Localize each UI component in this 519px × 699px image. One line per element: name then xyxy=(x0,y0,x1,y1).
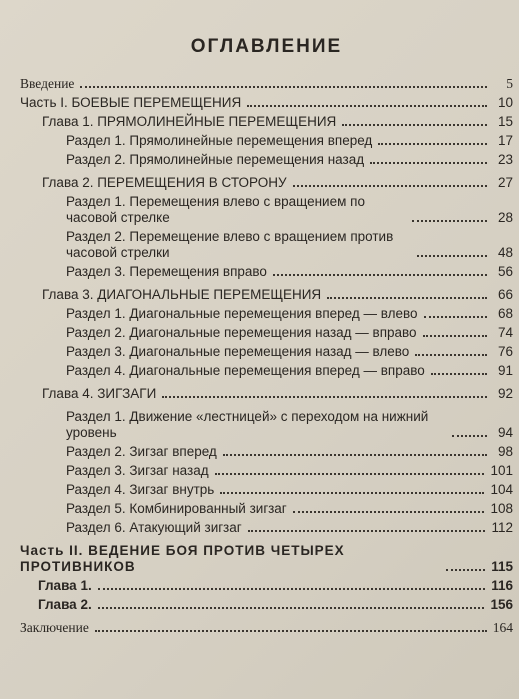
toc-page-number: 98 xyxy=(497,444,513,459)
toc-entry-title: Раздел 2. Зигзаг вперед xyxy=(66,444,217,459)
toc-page-number: 17 xyxy=(497,133,513,148)
table-of-contents xyxy=(20,76,513,636)
toc-entry-title: Раздел 1. Движение «лестницей» с переходом на нижний уровень xyxy=(66,409,429,440)
toc-entry-title: Раздел 3. Перемещения вправо xyxy=(66,264,267,279)
toc-entry-title: Заключение xyxy=(20,620,89,635)
toc-entry-title: Раздел 6. Атакующий зигзаг xyxy=(66,520,242,535)
leader-dots xyxy=(452,435,487,437)
leader-dots xyxy=(327,297,487,299)
leader-dots xyxy=(223,454,487,456)
toc-page-number: 5 xyxy=(506,76,513,91)
page-title: ОГЛАВЛЕНИЕ xyxy=(190,36,343,57)
leader-dots xyxy=(293,185,487,187)
leader-dots xyxy=(293,511,485,513)
toc-entry xyxy=(20,229,513,261)
leader-dots xyxy=(423,335,487,337)
toc-page-number: 23 xyxy=(497,152,513,167)
leader-dots xyxy=(446,569,485,571)
toc-entry-title: Глава 4. ЗИГЗАГИ xyxy=(42,386,157,401)
leader-dots xyxy=(247,105,487,107)
toc-page-number: 156 xyxy=(490,597,513,612)
toc-page-number: 116 xyxy=(491,578,513,593)
leader-dots xyxy=(220,492,484,494)
toc-page-number: 56 xyxy=(497,264,513,279)
toc-entry xyxy=(20,344,513,360)
toc-entry xyxy=(20,543,513,575)
leader-dots xyxy=(98,607,485,609)
leader-dots xyxy=(431,373,487,375)
toc-entry xyxy=(20,444,513,460)
leader-dots xyxy=(162,396,487,398)
toc-page-number: 48 xyxy=(497,245,513,260)
toc-entry xyxy=(20,133,513,149)
leader-dots xyxy=(215,473,485,475)
toc-entry-title: Раздел 2. Прямолинейные перемещения назад xyxy=(66,152,365,167)
leader-dots xyxy=(80,86,487,88)
toc-page-number: 27 xyxy=(497,175,513,190)
leader-dots xyxy=(342,124,487,126)
toc-page-number: 28 xyxy=(497,210,513,225)
toc-entry-title: Глава 1. xyxy=(38,578,92,593)
toc-entry xyxy=(20,95,513,111)
toc-entry-title: Раздел 3. Зигзаг назад xyxy=(66,463,209,478)
toc-entry-title: Раздел 4. Зигзаг внутрь xyxy=(66,482,215,497)
toc-page-number: 66 xyxy=(497,287,513,302)
toc-entry-title: Раздел 1. Диагональные перемещения вперед — влево xyxy=(66,306,418,321)
toc-entry-title: Раздел 3. Диагональные перемещения назад — влево xyxy=(66,344,410,359)
toc-entry xyxy=(20,152,513,168)
toc-entry xyxy=(20,325,513,341)
toc-page-number: 10 xyxy=(497,95,513,110)
toc-entry xyxy=(20,386,513,402)
leader-dots xyxy=(415,354,487,356)
toc-entry-title: Раздел 4. Диагональные перемещения вперед — вправо xyxy=(66,363,425,378)
toc-page-number: 68 xyxy=(497,306,513,321)
toc-page-number: 91 xyxy=(497,363,513,378)
leader-dots xyxy=(95,630,487,632)
toc-page-number: 94 xyxy=(497,425,513,440)
toc-page-number: 112 xyxy=(491,520,513,535)
toc-entry-title: Глава 1. ПРЯМОЛИНЕЙНЫЕ ПЕРЕМЕЩЕНИЯ xyxy=(42,114,337,129)
toc-entry xyxy=(20,306,513,322)
toc-entry xyxy=(20,363,513,379)
toc-entry xyxy=(20,114,513,130)
toc-page-number: 115 xyxy=(491,559,513,574)
toc-entry-title: Раздел 2. Перемещение влево с вращением против часовой стрелки xyxy=(66,229,394,260)
toc-entry xyxy=(20,520,513,536)
leader-dots xyxy=(412,220,487,222)
toc-entry xyxy=(20,620,513,636)
toc-entry-title: Раздел 1. Перемещения влево с вращением по часовой стрелке xyxy=(66,194,365,225)
toc-entry-title: Введение xyxy=(20,76,75,91)
toc-entry xyxy=(20,287,513,303)
leader-dots xyxy=(98,588,486,590)
leader-dots xyxy=(370,162,487,164)
toc-page-number: 92 xyxy=(497,386,513,401)
leader-dots xyxy=(248,530,486,532)
toc-entry-title: Раздел 5. Комбинированный зигзаг xyxy=(66,501,287,516)
toc-entry xyxy=(20,482,513,498)
toc-entry xyxy=(20,463,513,479)
toc-entry-title: Часть II. ВЕДЕНИЕ БОЯ ПРОТИВ ЧЕТЫРЕХ ПРОТИВНИКОВ xyxy=(20,543,345,574)
toc-page-number: 15 xyxy=(497,114,513,129)
toc-page-number: 104 xyxy=(490,482,513,497)
toc-entry-title: Глава 2. ПЕРЕМЕЩЕНИЯ В СТОРОНУ xyxy=(42,175,287,190)
toc-page-number: 101 xyxy=(490,463,513,478)
leader-dots xyxy=(273,274,487,276)
toc-page-number: 76 xyxy=(497,344,513,359)
toc-page-number: 74 xyxy=(497,325,513,340)
leader-dots xyxy=(378,143,487,145)
toc-entry-title: Глава 2. xyxy=(38,597,92,612)
toc-entry xyxy=(20,501,513,517)
toc-entry xyxy=(20,194,513,226)
toc-entry xyxy=(20,597,513,613)
toc-entry xyxy=(20,264,513,280)
toc-entry-title: Глава 3. ДИАГОНАЛЬНЫЕ ПЕРЕМЕЩЕНИЯ xyxy=(42,287,322,302)
leader-dots xyxy=(417,255,487,257)
toc-entry xyxy=(20,409,513,441)
toc-entry-title: Раздел 2. Диагональные перемещения назад — вправо xyxy=(66,325,417,340)
toc-page-number: 164 xyxy=(492,620,513,635)
leader-dots xyxy=(424,316,487,318)
toc-entry xyxy=(20,175,513,191)
toc-page-number: 108 xyxy=(490,501,513,516)
toc-entry xyxy=(20,578,513,594)
toc-entry-title: Часть I. БОЕВЫЕ ПЕРЕМЕЩЕНИЯ xyxy=(20,95,242,110)
toc-entry xyxy=(20,76,513,92)
toc-entry-title: Раздел 1. Прямолинейные перемещения вперед xyxy=(66,133,373,148)
